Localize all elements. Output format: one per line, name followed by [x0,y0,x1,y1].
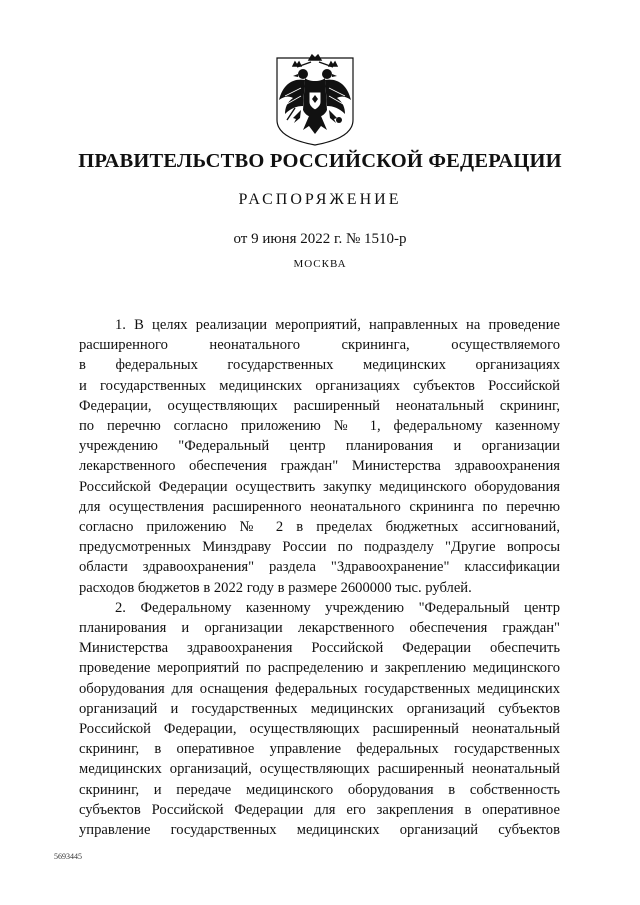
body-line: расходов бюджетов в 2022 году в размере 2600000 тыс. рублей. [79,579,472,596]
body-line: Российской Федерации осуществить закупку медицинского оборудования [79,478,560,495]
body-line: и государственных медицинских организациях субъектов Российской [79,377,560,394]
body-line: в федеральных государственных медицинских организациях [79,357,560,374]
body-line: по перечню согласно приложению № 1, федеральному казенному [79,418,560,435]
body-line: 2. Федеральному казенному учреждению "Федеральный центр [115,599,560,616]
body-line: 1. В целях реализации мероприятий, направленных на проведение [115,317,560,333]
body-line: расширенного неонатального скрининга, осуществляемого [79,337,560,354]
body-line: проведение мероприятий по распределению и закреплению медицинского [79,660,560,677]
body-line: предусмотренных Минздраву России по подразделу "Другие вопросы [79,539,560,556]
body-line: скрининг, и передаче медицинского оборудования в собственность [79,781,560,798]
body-line: медицинских организаций, осуществляющих расширенный неонатальный [79,761,560,778]
body-line: управление государственных медицинских организаций субъектов [79,822,560,839]
body-line: согласно приложению № 2 в пределах бюджетных ассигнований, [79,519,560,536]
body-line: организаций и государственных медицинских организаций субъектов [79,700,560,717]
body-line: субъектов Российской Федерации для его закрепления в оперативное [79,801,560,818]
document-body [79,315,560,840]
document-date-number: от 9 июня 2022 г. № 1510-р [233,231,407,247]
russian-coat-of-arms-icon [271,50,359,146]
body-line: области здравоохранения" раздела "Здравоохранение" классификации [79,559,560,576]
document-type: РАСПОРЯЖЕНИЕ [238,191,402,208]
body-line: для осуществления расширенного неонатального скрининга по перечню [79,498,560,515]
body-line: скрининг, в оперативное управление федеральных государственных [79,741,560,758]
body-line: Министерства здравоохранения Российской Федерации обеспечить [79,640,560,657]
body-line: Федерации, осуществляющих расширенный неонатальный скрининг, [79,397,560,414]
body-line: лекарственного обеспечения граждан" Министерства здравоохранения [79,458,560,475]
government-title: ПРАВИТЕЛЬСТВО РОССИЙСКОЙ ФЕДЕРАЦИИ [78,150,562,172]
body-line: учреждению "Федеральный центр планирования и организации [79,438,560,455]
body-line: Российской Федерации, осуществляющих расширенный неонатальный [79,721,560,738]
document-city: МОСКВА [293,258,347,270]
footer-document-code: 5693445 [54,852,82,861]
body-line: планирования и организации лекарственного обеспечения граждан" [79,620,560,637]
body-line: оборудования для оснащения федеральных государственных медицинских [79,680,560,697]
